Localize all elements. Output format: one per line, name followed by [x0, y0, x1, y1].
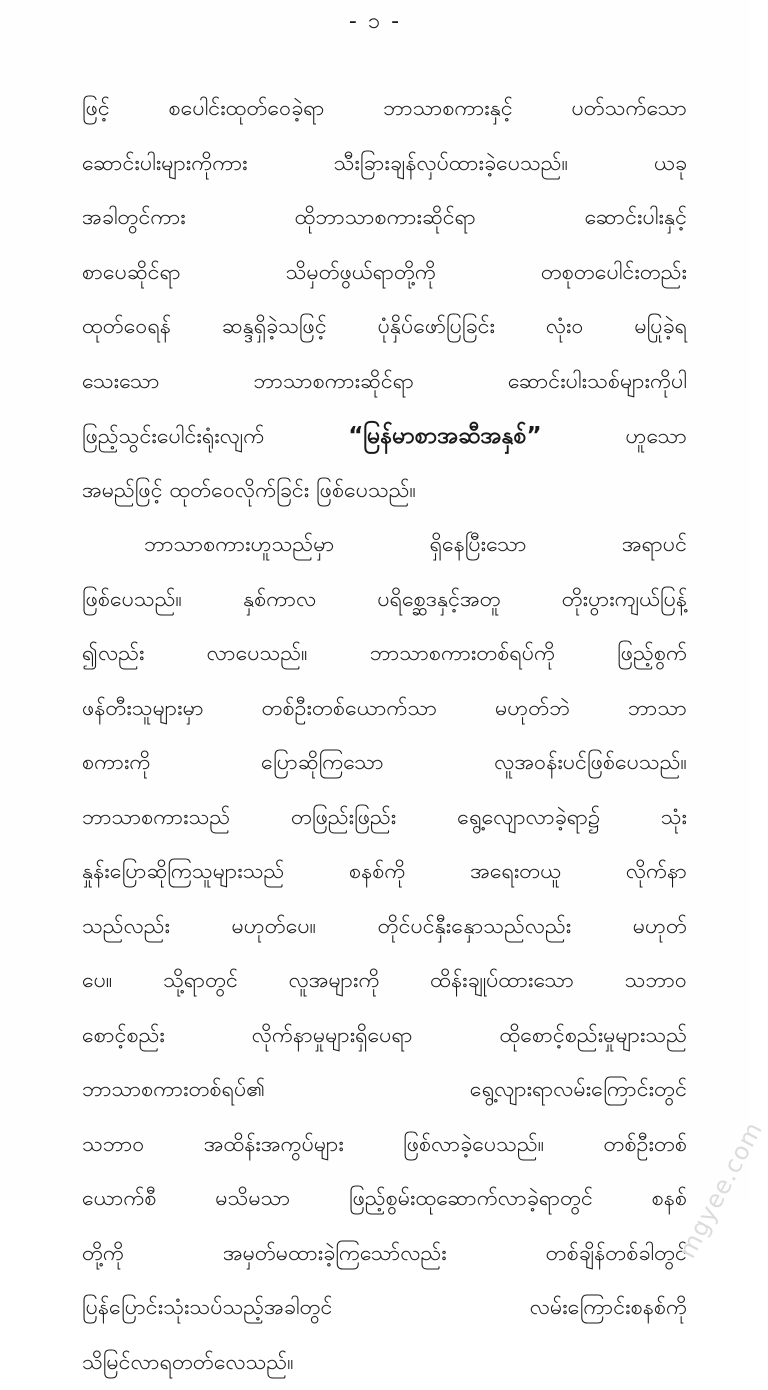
text-line: စကားကို ပြောဆိုကြသော လူအဝန်းပင်ဖြစ်ပေသည်။	[82, 736, 687, 791]
text-line-indented: ဘာသာစကားဟူသည်မှာ ရှိနေပြီးသော အရာပင်	[82, 518, 687, 573]
text-line: သည်လည်း မဟုတ်ပေ။ တိုင်ပင်နှီးနှောသည်လည်း မဟုတ်	[82, 900, 687, 955]
text-line: ဖန်တီးသူများမှာ တစ်ဦးတစ်ယောက်သာ မဟုတ်ဘဲ ဘာသာ	[82, 682, 687, 737]
text-line-last: သိမြင်လာရတတ်လေသည်။	[82, 1336, 687, 1390]
text-line: ဆောင်းပါးများကိုကား သီးခြားချန်လှပ်ထားခဲ့ပေသည်။ ယခု	[82, 137, 687, 192]
text-line: ၍လည်း လာပေသည်။ ဘာသာစကားတစ်ရပ်ကို ဖြည့်စွက်	[82, 627, 687, 682]
body-text	[82, 82, 687, 1390]
text-line-with-title	[82, 409, 687, 464]
text-line: ဘာသာစကားသည် တဖြည်းဖြည်း ရွေ့လျောလာခဲ့ရာ၌ သုံး	[82, 791, 687, 846]
text-line: ယောက်စီ မသိမသာ ဖြည့်စွမ်းထုဆောက်လာခဲ့ရာတွင် စနစ်	[82, 1172, 687, 1227]
text-line: အခါတွင်ကား ထိုဘာသာစကားဆိုင်ရာ ဆောင်းပါးနှင့်	[82, 191, 687, 246]
text-line: ဘာသာစကားတစ်ရပ်၏ ရွေ့လျားရာလမ်းကြောင်းတွင်	[82, 1063, 687, 1118]
page-number: - ၁ -	[0, 6, 750, 39]
text-line: ဖြင့် စပေါင်းထုတ်ဝေခဲ့ရာ ဘာသာစကားနှင့် ပတ်သက်သော	[82, 82, 687, 137]
text-fragment: ဟူသော	[626, 424, 688, 449]
text-line: ပြန်ပြောင်းသုံးသပ်သည့်အခါတွင် လမ်းကြောင်းစနစ်ကို	[82, 1281, 687, 1336]
text-line: သေးသော ဘာသာစကားဆိုင်ရာ ဆောင်းပါးသစ်များကိုပါ	[82, 355, 687, 410]
text-line: ပေ။ သို့ရာတွင် လူအများကို ထိန်းချုပ်ထားသော သဘာဝ	[82, 954, 687, 1009]
text-fragment: ဖြည့်သွင်းပေါင်းရုံးလျက်	[82, 424, 264, 449]
text-line: ဖြစ်ပေသည်။ နှစ်ကာလ ပရိစ္ဆေဒနှင့်အတူ တိုးပွားကျယ်ပြန့်	[82, 573, 687, 628]
book-title-emphasis: “မြန်မာစာအဆီအနှစ်”	[348, 423, 541, 449]
text-line: သဘာဝ အထိန်းအကွပ်များ ဖြစ်လာခဲ့ပေသည်။ တစ်ဦးတစ်	[82, 1118, 687, 1173]
text-line: တို့ကို အမှတ်မထားခဲ့ကြသော်လည်း တစ်ချိန်တစ်ခါတွင်	[82, 1227, 687, 1282]
text-line: စာပေဆိုင်ရာ သိမှတ်ဖွယ်ရာတို့ကို တစုတပေါင်းတည်း	[82, 246, 687, 301]
text-line: စောင့်စည်း လိုက်နာမှုများရှိပေရာ ထိုစောင့်စည်းမှုများသည်	[82, 1009, 687, 1064]
text-line: ထုတ်ဝေရန် ဆန္ဒရှိခဲ့သဖြင့် ပုံနှိပ်ဖော်ပြခြင်း လုံးဝ မပြုခဲ့ရ	[82, 300, 687, 355]
text-line-last: အမည်ဖြင့် ထုတ်ဝေလိုက်ခြင်း ဖြစ်ပေသည်။	[82, 464, 687, 519]
watermark: mgyee.com	[673, 1117, 768, 1263]
text-line: နှုန်းပြောဆိုကြသူများသည် စနစ်ကို အရေးတယူ လိုက်နာ	[82, 845, 687, 900]
